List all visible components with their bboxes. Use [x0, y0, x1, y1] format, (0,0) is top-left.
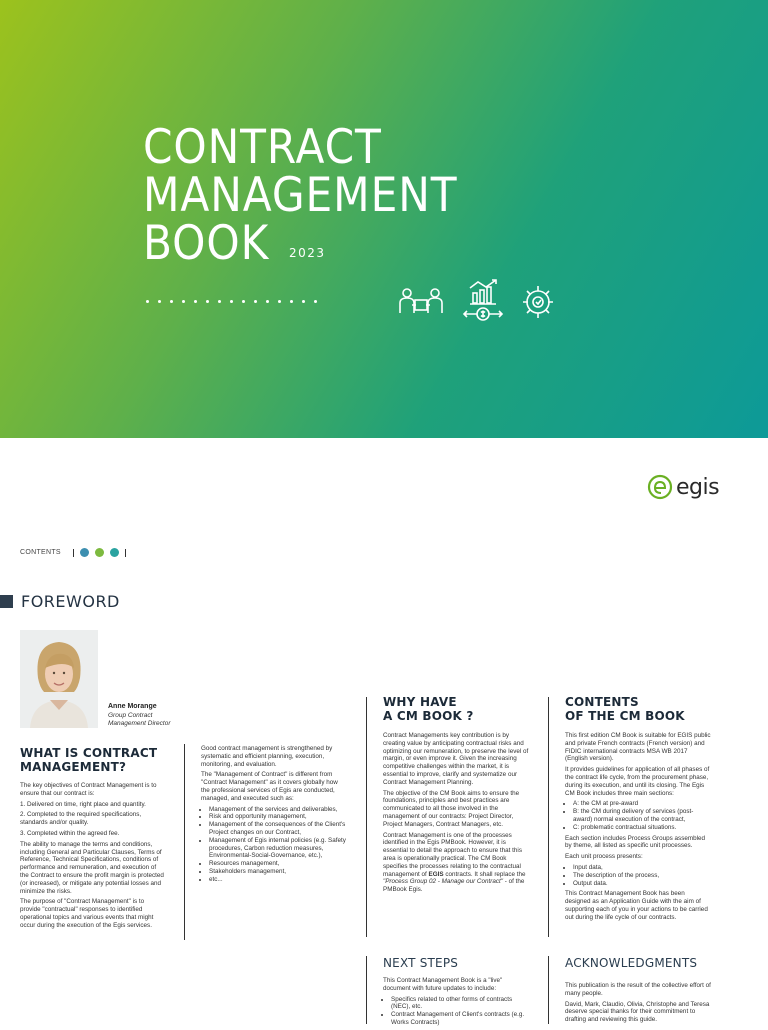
column-divider — [366, 956, 367, 1024]
list-item: • etc... — [209, 876, 347, 884]
contents-link[interactable]: CONTENTS — [20, 549, 61, 556]
section-b-nav-icon[interactable] — [95, 548, 104, 557]
paragraph: Each section includes Process Groups assembled by theme, all listed as specific unit processes. — [565, 834, 706, 850]
cover-title-line: BOOK — [143, 216, 270, 271]
list-item: • Resources management, — [209, 860, 347, 868]
paragraph: The purpose of "Contract Management" is to provide "contractual" responses to identified operational topics and various events that might occur during the execution of the Egis services. — [20, 898, 154, 929]
paragraph: This publication is the result of the collective effort of many people. — [565, 982, 711, 997]
cover-title-line: CONTRACT — [143, 120, 382, 175]
paragraph — [383, 832, 529, 894]
paragraph: Contract Managements key contribution is by creating value by anticipating contractual risks and optimizing our remuneration, to preserve the level of margin, or even improve it. Given the increasing competitive challenges within the market, it is essential to improve, clarify and systematize our Contract Management Planning. — [383, 732, 529, 786]
heading-line: A CM BOOK ? — [383, 709, 474, 723]
list-item: 1. Delivered on time, right place and quantity. — [20, 800, 146, 808]
gear-settings-icon — [521, 283, 555, 321]
paragraph: This first edition CM Book is suitable for EGIS public and private French contracts (French version) and FIDIC international contracts MSA WB 2017 (English version). — [565, 732, 711, 763]
nav-separator — [125, 549, 126, 557]
list-item: • Contract Management of Client's contracts (e.g. Works Contracts) — [391, 1011, 529, 1027]
list-item: 2. Completed to the required specifications, standards and/or quality. — [20, 811, 142, 827]
column-divider — [548, 697, 549, 937]
what-is-cm-body — [20, 782, 166, 933]
text-run: Contract Management is one of the processes identified in the Egis PMBook. However, it is essential to detail the approach to ensure that this area is operationally practical. The CM Book specifies the processes relating to the contractual management of — [383, 831, 522, 878]
text-run-bold: EGIS — [428, 870, 444, 878]
egis-wordmark: egis — [676, 474, 720, 500]
paragraph: Good contract management is strengthened by systematic and efficient planning, execution, monitoring, and evaluation. — [201, 745, 333, 768]
egis-logo-mark-icon — [647, 474, 673, 500]
column-divider — [548, 956, 549, 1024]
list-item: • Specifics related to other forms of contracts (NEC), etc. — [391, 996, 529, 1012]
heading-line: CONTENTS — [565, 695, 639, 709]
paragraph: The objective of the CM Book aims to ensure the foundations, principles and best practices are communicated to all those involved in the management of our contracts: Project Director, Project Managers, Contract Managers, etc. — [383, 789, 520, 828]
list-item: • Management of Egis internal policies (e.g. Safety procedures, Carbon reduction measures, Environmental-Social-Governance, etc.), — [209, 837, 347, 860]
paragraph: This Contract Management Book has been designed as an Application Guide with the aim of supporting each of you in your actions to be carried out during the life cycle of our contracts. — [565, 890, 708, 921]
next-steps-list — [383, 996, 529, 1027]
contents-heading — [565, 695, 725, 723]
paragraph: It provides guidelines for application of all phases of the contract life cycle, from the procurement phase, during its execution, and until its closing. The Egis CM Book includes three main sections: — [565, 766, 710, 797]
cover-banner — [0, 0, 768, 438]
list-item: • The description of the process, — [573, 872, 711, 880]
foreword-title: FOREWORD — [21, 592, 120, 611]
cover-year: 2023 — [289, 246, 326, 260]
author-portrait — [20, 630, 98, 728]
list-item: • C: problematic contractual situations. — [573, 824, 711, 832]
author-role: Group Contract Management Director — [108, 712, 171, 727]
list-item: • A: the CM at pre-award — [573, 800, 711, 808]
paragraph: The key objectives of Contract Management is to ensure that our contract is: — [20, 782, 157, 797]
why-cm-book-heading — [383, 695, 533, 723]
egis-logo — [647, 474, 719, 500]
paragraph: David, Mark, Claudio, Olivia, Christophe and Teresa deserve special thanks for their commitment to drafting and reviewing this guide. — [565, 1000, 710, 1024]
list-item: • Management of the consequences of the Client's Project changes on our Contract, — [209, 821, 347, 837]
section-a-nav-icon[interactable] — [80, 548, 89, 557]
next-steps-body — [383, 977, 529, 1030]
cover-title-line: MANAGEMENT — [143, 168, 458, 223]
text-run: contracts. It shall replace the — [443, 870, 526, 878]
nav-separator — [73, 549, 74, 557]
foreword-marker — [0, 595, 13, 608]
list-item: • Stakeholders management, — [209, 868, 347, 876]
list-item: • Input data, — [573, 864, 711, 872]
paragraph: This Contract Management Book is a "live" document with future updates to include: — [383, 977, 503, 992]
handshake-people-icon — [398, 283, 444, 323]
next-steps-heading: NEXT STEPS — [383, 956, 459, 970]
contents-body — [565, 732, 711, 925]
cm-topics-list — [201, 806, 347, 884]
heading-line: OF THE CM BOOK — [565, 709, 685, 723]
good-cm-body — [201, 745, 347, 887]
list-item: 3. Completed within the agreed fee. — [20, 829, 120, 837]
column-divider — [184, 744, 185, 940]
paragraph: The ability to manage the terms and conditions, including General and Particular Clauses, Terms of Reference, Technical Specifications, conditions of performance and remuneration, and execution of the Contract to ensure the profit margin is protected (or increased), or mitigate any potential losses and minimize the risks. — [20, 840, 164, 895]
acknowledgments-body — [565, 982, 711, 1027]
list-item: • Risk and opportunity management, — [209, 813, 347, 821]
section-c-nav-icon[interactable] — [110, 548, 119, 557]
list-item: • Management of the services and deliverables, — [209, 806, 347, 814]
paragraph: Each unit process presents: — [565, 853, 643, 861]
unit-process-list — [565, 864, 711, 887]
what-is-cm-heading: WHAT IS CONTRACT MANAGEMENT? — [20, 746, 158, 774]
why-cm-book-body — [383, 732, 529, 897]
growth-chart-money-icon — [460, 278, 506, 324]
list-item: • Output data. — [573, 880, 711, 888]
text-run-italic: "Process Group 02 - Manage our Contract" — [383, 878, 503, 886]
sections-list — [565, 800, 711, 831]
acknowledgments-heading: ACKNOWLEDGMENTS — [565, 956, 698, 970]
heading-line: WHY HAVE — [383, 695, 457, 709]
cover-dotted-line — [146, 300, 317, 303]
text-run: - of the PMBook Egis. — [383, 878, 525, 894]
column-divider — [366, 697, 367, 937]
paragraph: The "Management of Contract" is different from "Contract Management" as it covers globally how the professional services of Egis are conducted, managed, and executed such as: — [201, 771, 338, 802]
contents-nav — [20, 548, 126, 557]
list-item: • B: the CM during delivery of services (post-award) normal execution of the contract, — [573, 808, 711, 824]
author-name: Anne Morange — [108, 703, 157, 710]
